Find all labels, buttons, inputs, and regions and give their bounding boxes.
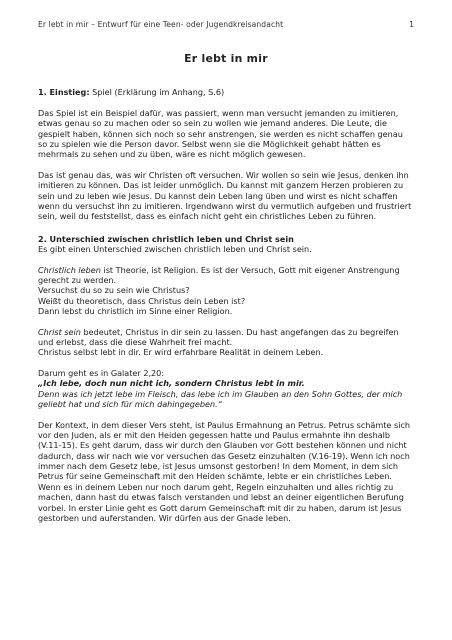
christ-sein-paragraph <box>38 327 414 358</box>
galater-paragraph <box>38 368 414 409</box>
christlich-leben-term: Christlich leben <box>38 264 101 275</box>
christlich-leben-question-1: Versuchst du so zu sein wie Christus? <box>38 285 190 296</box>
section-1-heading-text: Spiel (Erklärung im Anhang, S.6) <box>89 86 225 97</box>
christlich-leben-question-2: Weißt du theoretisch, dass Christus dein Leben ist? <box>38 295 246 306</box>
galater-quote-rest: Denn was ich jetzt lebe im Fleisch, das lebe ich im Glauben an den Sohn Gottes, der mich geliebt hat und sich für mich dahingegeben.“ <box>38 388 403 410</box>
page-header <box>38 20 414 30</box>
christ-sein-term: Christ sein <box>38 326 81 337</box>
galater-quote-bold: „Ich lebe, doch nun nicht ich, sondern Christus lebt in mir. <box>38 378 305 389</box>
page-number: 1 <box>409 20 414 29</box>
christ-sein-line-2: Christus selbst lebt in dir. Er wird erfahrbare Realität in deinem Leben. <box>38 347 324 358</box>
section-1-heading-number: 1. Einstieg: <box>38 86 90 97</box>
christlich-leben-text: ist Theorie, ist Religion. Es ist der Versuch, Gott mit eigener Anstrengung gerecht zu werden. <box>38 264 400 286</box>
context-paragraph <box>38 420 414 523</box>
christlich-leben-conclusion: Dann lebst du christlich im Sinne einer Religion. <box>38 306 233 317</box>
christlich-leben-paragraph <box>38 265 414 317</box>
galater-intro: Darum geht es in Galater 2,20: <box>38 368 165 379</box>
section-2-intro: Es gibt einen Unterschied zwischen christlich leben und Christ sein. <box>38 244 312 255</box>
section-1-paragraph-2: Das ist genau das, was wir Christen oft versuchen. Wir wollen so sein wie Jesus, denken ihn imitieren zu können. Das ist leider unmöglich. Du kannst mit ganzem Herzen probieren zu sein und zu leben wie Jesus. Du kannst dein Leben lang üben und wirst es nicht schaffen wenn du versuchst ihn zu imitieren. Irgendwann wirst du vermutlich aufgeben und frustriert sein, weil du feststellst, dass es einfach nicht geht ein christliches Leben zu führen. <box>38 170 412 222</box>
section-2-heading: 2. Unterschied zwischen christlich leben und Christ sein <box>38 233 294 244</box>
christ-sein-text: bedeutet, Christus in dir sein zu lassen. Du hast angefangen das zu begreifen und erlebst, dass die diese Wahrheit frei macht. <box>38 326 399 348</box>
section-1-paragraph-1: Das Spiel ist ein Beispiel dafür, was passiert, wenn man versucht jemanden zu imitieren, etwas genau so zu machen oder so sein zu wollen wie jemand anderes. Die Leute, die gespielt haben, können sich noch so sehr anstrengen, sie werden es nicht schaffen genau so zu spielen wie die Person davor. Selbst wenn sie die Möglichkeit gehabt hätten es mehrmals zu sehen und zu üben, wäre es nicht möglich gewesen. <box>38 108 403 160</box>
document-title: Er lebt in mir <box>184 52 268 66</box>
context-text: Der Kontext, in dem dieser Vers steht, ist Paulus Ermahnung an Petrus. Petrus schämte sich vor den Juden, als er mit den Heiden gegessen hatte und Paulus ermahnte ihn deshalb (V.11-15). Es geht darum, dass wir durch den Glauben vor Gott bestehen können und nicht dadurch, dass wir nach wie vor versuchen das Gesetz einzuhalten (V.16-19). Wenn ich noch immer nach dem Gesetz lebe, ist Jesus umsonst gestorben! In dem Moment, in dem sich Petrus für seine Gemeinschaft mit den Heiden schämte, lebte er ein christliches Leben. <box>38 419 411 482</box>
header-title: Er lebt in mir – Entwurf für eine Teen- oder Jugendkreisandacht <box>38 20 284 29</box>
closing-text: Wenn es in deinem Leben nur noch darum geht, Regeln einzuhalten und alles richtig zu machen, dann hast du etwas falsch verstanden und lebst an deiner eigentlichen Berufung vorbei. In erster Linie geht es Gott darum Gemeinschaft mit dir zu haben, darum ist Jesus gestorben und auferstanden. Wir dürfen aus der Gnade leben. <box>38 481 404 523</box>
section-1-heading <box>38 87 414 97</box>
